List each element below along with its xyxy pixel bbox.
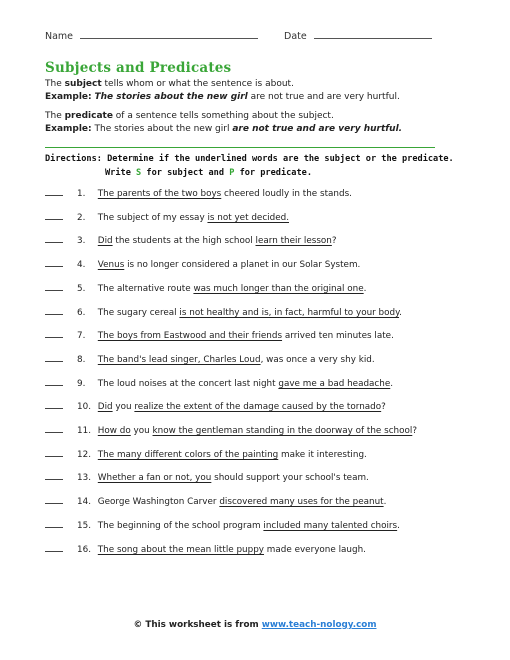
answer-blank[interactable]: [45, 281, 63, 291]
answer-blank[interactable]: [45, 518, 63, 528]
answer-blank[interactable]: [45, 352, 63, 362]
sentence-text: , was once a very shy kid.: [260, 354, 375, 365]
answer-blank[interactable]: [45, 233, 63, 243]
question-number: 11.: [77, 426, 91, 436]
answer-blank[interactable]: [45, 447, 63, 457]
question-number: 4.: [77, 260, 86, 271]
sentence-text: The sugary cereal: [97, 307, 180, 318]
sentence-text: George Washington Carver: [97, 497, 220, 508]
underlined-text: How do: [97, 426, 131, 436]
question-number: 5.: [77, 283, 86, 294]
question-number: 1.: [77, 189, 86, 199]
question-item: [45, 542, 366, 555]
underlined-text: included many talented choirs: [263, 520, 398, 531]
answer-blank[interactable]: [45, 186, 63, 196]
sentence-text: The loud noises at the concert last night: [97, 378, 279, 389]
sentence-text: .: [399, 307, 402, 318]
name-blank[interactable]: [80, 29, 258, 39]
sentence-text: made everyone laugh.: [264, 544, 366, 555]
underlined-text: The many different colors of the painting: [97, 449, 279, 460]
question-number: 6.: [77, 307, 86, 318]
sentence-text: The subject of my essay: [97, 212, 208, 223]
question-item: [45, 352, 375, 365]
sentence-text: ?: [412, 426, 417, 436]
question-item: [45, 399, 386, 412]
sentence-text: .: [397, 520, 400, 531]
sentence-text: .: [390, 378, 394, 389]
question-number: 12.: [77, 449, 91, 460]
date-field: [284, 29, 432, 42]
sentence-text: you: [112, 402, 135, 413]
underlined-text: Did: [97, 402, 113, 413]
example-subject-text: The stories about the new girl: [94, 92, 248, 102]
question-number: 15.: [77, 520, 91, 531]
footer-credit: © This worksheet is from www.teach-nology.com: [133, 620, 377, 630]
question-item: [45, 518, 400, 531]
sentence-text: .: [363, 283, 367, 294]
question-number: 2.: [77, 212, 86, 223]
predicate-example: Example: The stories about the new girl are not true and are very hurtful.: [45, 124, 403, 134]
question-number: 9.: [77, 378, 86, 389]
question-item: [45, 186, 352, 199]
sentence-text: the students at the high school: [112, 236, 256, 247]
underlined-text: realize the extent of the damage caused by the tornado: [134, 402, 382, 413]
question-number: 8.: [77, 354, 86, 365]
question-item: [45, 281, 366, 294]
question-item: [45, 305, 402, 318]
underlined-text: is not yet decided.: [207, 212, 289, 223]
underlined-text: Whether a fan or not, you: [97, 473, 212, 484]
underlined-text: The band's lead singer, Charles Loud: [97, 354, 261, 365]
answer-blank[interactable]: [45, 470, 63, 480]
underlined-text: is not healthy and is, in fact, harmful to your body: [179, 307, 400, 318]
underlined-text: The parents of the two boys: [97, 189, 222, 199]
question-item: [45, 470, 369, 483]
sentence-text: The alternative route: [97, 283, 194, 294]
example-predicate-text: are not true and are very hurtful.: [232, 124, 403, 134]
sentence-text: cheered loudly in the stands.: [221, 189, 352, 199]
sentence-text: make it interesting.: [278, 449, 367, 460]
question-number: 16.: [77, 544, 91, 555]
question-item: [45, 257, 360, 270]
question-item: [45, 376, 393, 389]
underlined-text: The boys from Eastwood and their friends: [97, 331, 283, 342]
date-blank[interactable]: [314, 29, 432, 39]
sentence-text: .: [383, 497, 387, 508]
footer-link[interactable]: www.teach-nology.com: [261, 620, 377, 630]
question-number: 13.: [77, 473, 91, 484]
sentence-text: ?: [381, 402, 386, 413]
underlined-text: gave me a bad headache: [278, 378, 391, 389]
predicate-definition: The predicate of a sentence tells something about the subject.: [45, 111, 334, 121]
directions-line-1: Directions: Determine if the underlined words are the subject or the predicate.: [45, 154, 454, 164]
answer-blank[interactable]: [45, 494, 63, 504]
directions: [45, 152, 454, 180]
answer-blank[interactable]: [45, 210, 63, 220]
underlined-text: Did: [97, 236, 113, 247]
divider: [45, 147, 435, 148]
underlined-text: know the gentleman standing in the doorway of the school: [152, 426, 413, 436]
date-label: Date: [284, 31, 307, 42]
underlined-text: was much longer than the original one: [193, 283, 364, 294]
answer-blank[interactable]: [45, 542, 63, 552]
sentence-text: The beginning of the school program: [97, 520, 264, 531]
sentence-text: arrived ten minutes late.: [282, 331, 394, 342]
answer-blank[interactable]: [45, 423, 63, 433]
sentence-text: should support your school's team.: [211, 473, 369, 484]
question-item: [45, 447, 367, 460]
question-item: [45, 210, 289, 223]
answer-blank[interactable]: [45, 257, 63, 267]
subject-example: Example: The stories about the new girl are not true and are very hurtful.: [45, 92, 400, 102]
question-number: 3.: [77, 236, 86, 247]
question-item: [45, 494, 386, 507]
answer-blank[interactable]: [45, 328, 63, 338]
answer-blank[interactable]: [45, 376, 63, 386]
page-title: Subjects and Predicates: [45, 60, 232, 76]
underlined-text: learn their lesson: [255, 236, 332, 247]
underlined-text: discovered many uses for the peanut: [219, 497, 384, 508]
answer-blank[interactable]: [45, 399, 63, 409]
name-field: [45, 29, 258, 42]
directions-line-2: Write S for subject and P for predicate.: [105, 168, 312, 178]
sentence-text: ?: [331, 236, 337, 247]
sentence-text: is no longer considered a planet in our Solar System.: [124, 260, 361, 271]
underlined-text: Venus: [97, 260, 125, 271]
question-item: [45, 233, 337, 246]
name-label: Name: [45, 31, 74, 42]
underlined-text: The song about the mean little puppy: [97, 544, 265, 555]
answer-blank[interactable]: [45, 305, 63, 315]
sentence-text: you: [130, 426, 153, 436]
question-number: 7.: [77, 331, 86, 342]
question-number: 10.: [77, 402, 91, 413]
question-item: [45, 328, 394, 341]
question-number: 14.: [77, 497, 91, 508]
question-item: [45, 423, 417, 436]
subject-definition: The subject tells whom or what the sentence is about.: [45, 79, 294, 89]
